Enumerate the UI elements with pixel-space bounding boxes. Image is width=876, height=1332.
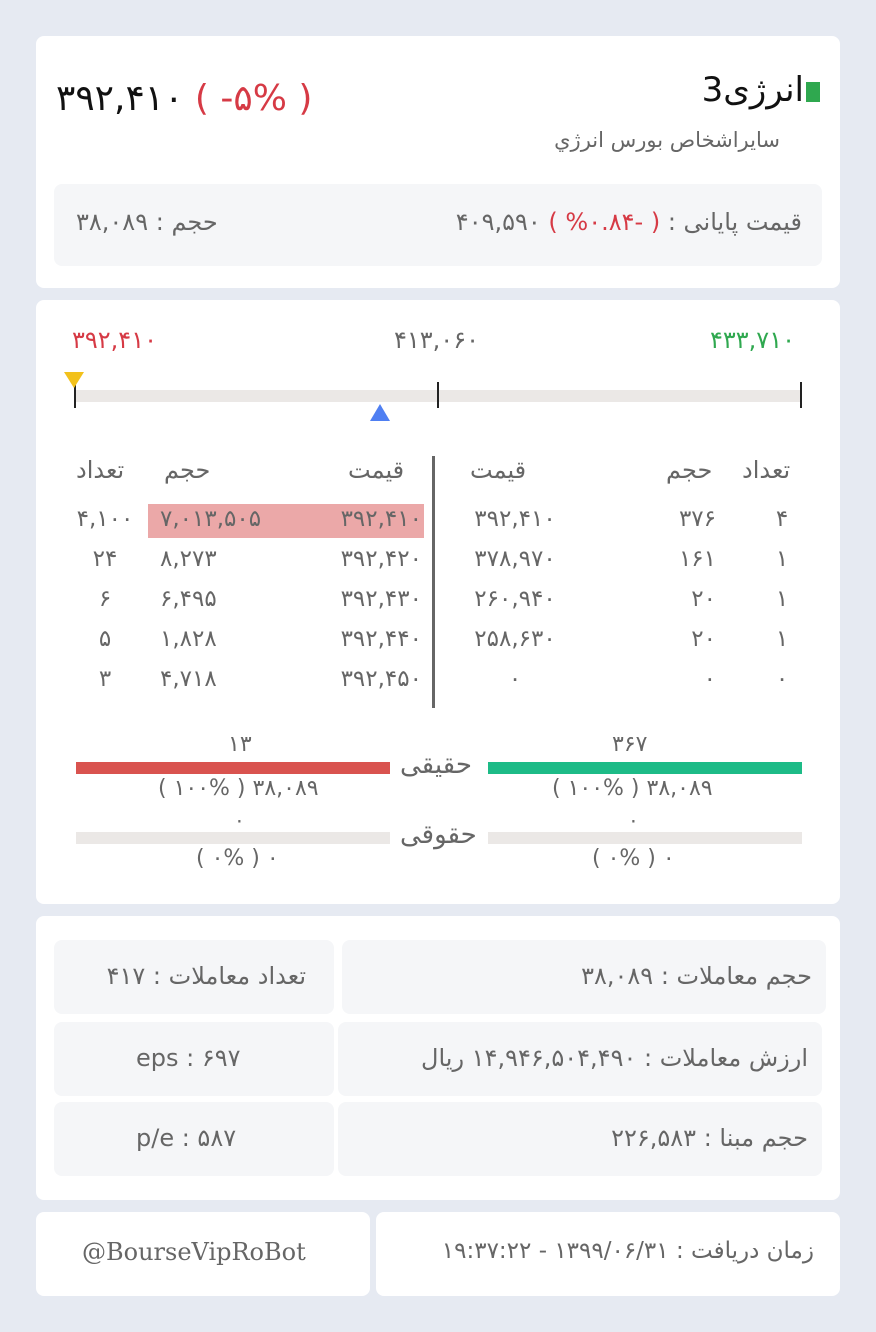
legal-buy-detail: ( ۰% ) ۰ [592,846,675,871]
range-mid: ۴۱۳,۰۶۰ [394,326,479,354]
volume-value: ۳۸,۰۸۹ [76,208,149,236]
sell-count-header: تعداد [76,456,125,484]
orderbook-cell-buy-price: ۳۷۸,۹۷۰ [474,546,556,572]
eps-value: eps : ۶۹۷ [136,1044,241,1072]
orderbook-cell-buy-count: ۴ [775,506,789,532]
volume-row [76,208,218,236]
orderbook-cell-buy-price: ۳۹۲,۴۱۰ [474,506,556,532]
final-price-change: ( -۰.۸۴% ) [548,208,661,236]
final-price: ۴۰۹,۵۹۰ [455,208,541,236]
final-price-label: قیمت پایانی : [667,208,802,236]
buy-count-header: تعداد [742,456,791,484]
buy-volume-header: حجم [666,456,713,484]
bot-handle-link[interactable]: @BourseVipRoBot [82,1238,306,1266]
orderbook-cell-sell-price: ۳۹۲,۴۳۰ [340,586,422,612]
orderbook-cell-sell-count: ۳ [98,666,112,692]
symbol-header-card [36,36,840,288]
real-buy-bar [488,762,802,774]
orderbook-cell-buy-volume: ۳۷۶ [678,506,716,532]
final-price-box [54,184,822,266]
received-time: زمان دریافت : ۱۳۹۹/۰۶/۳۱ - ۱۹:۳۷:۲۲ [441,1238,814,1264]
orderbook-cell-sell-volume: ۴,۷۱۸ [160,666,217,692]
orderbook-cell-sell-count: ۲۴ [92,546,118,572]
pe-value: p/e : ۵۸۷ [136,1124,237,1152]
legal-sell-track [76,832,390,844]
orderbook-cell-sell-volume: ۱,۸۲۸ [160,626,217,652]
orderbook-cell-buy-price: ۲۵۸,۶۳۰ [474,626,556,652]
symbol-name: انرژی3 [701,70,804,110]
real-sell-track [76,762,390,774]
last-price-block [56,78,312,119]
current-price-marker-icon [64,372,84,388]
sell-price-header: قیمت [348,456,405,484]
orderbook-cell-buy-count: ۱ [775,626,789,652]
real-sell-bar [76,762,390,774]
orderbook-cell-sell-count: ۴,۱۰۰ [76,506,134,532]
range-tick-right [800,382,802,408]
trade-value: ارزش معاملات : ۱۴,۹۴۶,۵۰۴,۴۹۰ ریال [421,1044,808,1072]
range-low: ۳۹۲,۴۱۰ [72,326,157,354]
legal-buy-count: ۰ [628,808,639,832]
orderbook-cell-sell-price: ۳۹۲,۴۲۰ [340,546,422,572]
real-sell-detail: ( ۱۰۰% ) ۳۸,۰۸۹ [158,776,319,801]
orderbook-cell-buy-price: ۲۶۰,۹۴۰ [474,586,556,612]
trade-stats-card [36,916,840,1200]
orderbook-cell-sell-price: ۳۹۲,۴۴۰ [340,626,422,652]
base-volume-box [338,1102,822,1176]
orderbook-cell-buy-price: ۰ [508,666,522,692]
trade-volume: حجم معاملات : ۳۸,۰۸۹ [581,962,812,990]
orderbook-card [36,300,840,904]
orderbook-cell-sell-volume: ۷,۰۱۳,۵۰۵ [160,506,262,532]
base-volume: حجم مبنا : ۲۲۶,۵۸۳ [611,1124,808,1152]
legal-buy-track [488,832,802,844]
sell-volume-header: حجم [164,456,211,484]
orderbook-divider [432,456,435,708]
orderbook-cell-sell-price: ۳۹۲,۴۱۰ [340,506,422,532]
orderbook-cell-sell-count: ۵ [98,626,112,652]
legal-label: حقوقی [400,820,477,850]
final-price-row [456,208,802,236]
trade-volume-box [342,940,826,1014]
orderbook-cell-buy-count: ۱ [775,586,789,612]
buy-price-header: قیمت [470,456,527,484]
legal-sell-detail: ( ۰% ) ۰ [196,846,279,871]
legal-sell-count: ۰ [234,808,245,832]
orderbook-cell-sell-volume: ۶,۴۹۵ [160,586,217,612]
bot-handle-card[interactable] [36,1212,370,1296]
pe-box [54,1102,334,1176]
reference-price-marker-icon [370,404,390,421]
orderbook-cell-buy-count: ۰ [775,666,789,692]
real-buy-track [488,762,802,774]
real-buy-count: ۳۶۷ [612,732,648,757]
orderbook-cell-sell-count: ۶ [98,586,112,612]
volume-label: حجم : [155,208,218,236]
orderbook-cell-buy-volume: ۰ [703,666,716,692]
orderbook-cell-buy-volume: ۲۰ [691,626,716,652]
range-high: ۴۳۳,۷۱۰ [710,326,795,354]
real-label: حقیقی [400,750,472,780]
orderbook-cell-buy-volume: ۱۶۱ [678,546,716,572]
orderbook-cell-sell-volume: ۸,۲۷۳ [160,546,217,572]
trade-count-box [54,940,334,1014]
orderbook-cell-sell-price: ۳۹۲,۴۵۰ [340,666,422,692]
range-tick-mid [437,382,439,408]
real-sell-count: ۱۳ [228,732,252,757]
trade-value-box [338,1022,822,1096]
trade-count: تعداد معاملات : ۴۱۷ [106,962,306,990]
real-buy-detail: ( ۱۰۰% ) ۳۸,۰۸۹ [552,776,713,801]
orderbook-cell-buy-count: ۱ [775,546,789,572]
symbol-marker-icon [806,82,820,102]
company-name: سايراشخاص بورس انرژي [554,128,780,152]
orderbook-cell-buy-volume: ۲۰ [691,586,716,612]
received-time-card [376,1212,840,1296]
eps-box [54,1022,334,1096]
last-price-change: ( -۵% ) [194,78,313,119]
last-price: ۳۹۲,۴۱۰ [56,78,184,119]
